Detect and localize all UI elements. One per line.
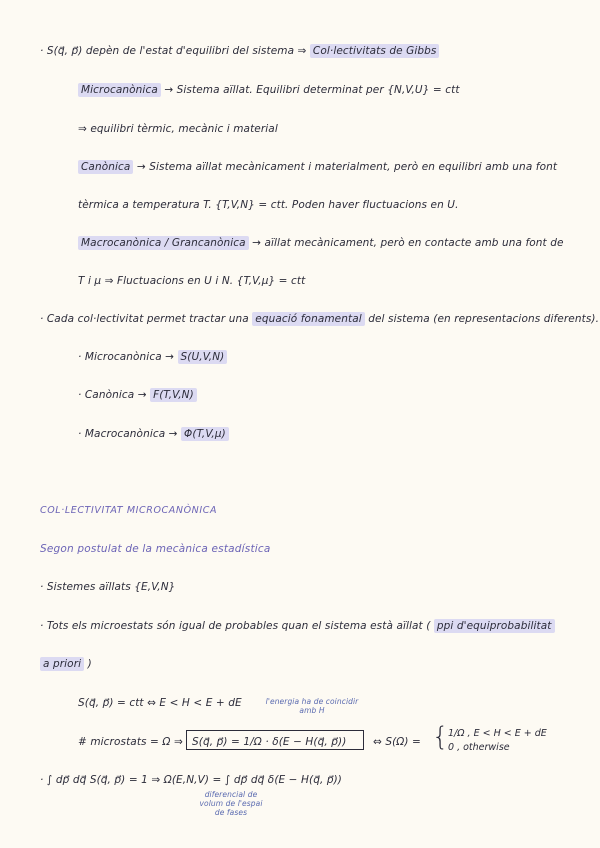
- annotation-energy-h: l'energia ha de coincidir amb H: [265, 697, 359, 715]
- line-text: # microstats = Ω ⇒: [78, 736, 183, 748]
- note-line-entropy: [78, 351, 227, 363]
- line-text: · Cada col·lectivitat permet tractar una: [40, 313, 249, 325]
- highlight-microcanonical: Microcanònica: [78, 83, 161, 97]
- note-line-density-constant: [78, 697, 242, 709]
- annotation-phase-space: [196, 790, 266, 817]
- note-line-grand-potential: [78, 428, 229, 440]
- note-line-equiprobability: [40, 620, 555, 632]
- line-text: · Canònica →: [78, 389, 147, 401]
- highlight-grand-canonical: Macrocanònica / Grancanònica: [78, 236, 249, 250]
- note-line-fundamental-equation: [40, 313, 599, 325]
- highlight-equiprobability: ppi d'equiprobabilitat: [434, 619, 555, 633]
- line-text: → Sistema aïllat mecànicament i materialment, però en equilibri amb una font: [136, 161, 558, 173]
- note-line-normalization: [40, 774, 342, 786]
- line-text: · Microcanònica →: [78, 351, 175, 363]
- note-line-density-function: [373, 736, 421, 748]
- line-text: → aïllat mecànicament, però en contacte amb una font de: [252, 237, 564, 249]
- note-line-microstates: [78, 736, 183, 748]
- case-inside-shell: 1/Ω , E < H < E + dE: [448, 728, 547, 739]
- line-text: ⇒ equilibri tèrmic, mecànic i material: [78, 123, 278, 135]
- highlight-a-priori: a priori: [40, 657, 84, 671]
- line-text: ⇔ S(Ω) =: [373, 736, 421, 748]
- line-text: · ∫ dp⃗ dq⃗ S(q⃗, p⃗) = 1 ⇒ Ω(E,N,V) = ∫ dp⃗ dq⃗ δ(E − H(q⃗, p⃗)): [40, 774, 343, 786]
- note-line-a-priori: [40, 658, 92, 670]
- brace-icon: {: [432, 722, 449, 752]
- line-text: S(q⃗, p⃗) = ctt ⇔ E < H < E + dE: [78, 697, 242, 709]
- highlight-free-energy: F(T,V,N): [150, 388, 197, 402]
- note-line-grand-canonical: [78, 237, 564, 249]
- subsection-heading: Segon postulat de la mecànica estadística: [40, 543, 271, 555]
- line-text: · S(q⃗, p⃗) depèn de l'estat d'equilibri del sistema ⇒: [40, 45, 307, 57]
- note-line-thermal-source: [78, 199, 459, 211]
- line-text: → Sistema aïllat. Equilibri determinat per {N,V,U} = ctt: [164, 84, 460, 96]
- line-text: · Tots els microestats són igual de probables quan el sistema està aïllat (: [40, 620, 431, 632]
- section-heading: COL·LECTIVITAT MICROCANÒNICA: [40, 505, 218, 516]
- boxed-formula-text: S(q⃗, p⃗) = 1/Ω · δ(E − H(q⃗, p⃗)): [192, 736, 347, 748]
- highlight-gibbs: Col·lectivitats de Gibbs: [310, 44, 440, 58]
- highlight-grand-potential: Φ(T,V,μ): [181, 427, 229, 441]
- note-line-isolated-systems: [40, 581, 175, 593]
- line-text: ): [87, 658, 92, 670]
- highlight-entropy: S(U,V,N): [178, 350, 228, 364]
- highlight-fundamental-equation: equació fonamental: [252, 312, 365, 326]
- annotation-line: volum de l'espai: [199, 799, 263, 808]
- line-text: del sistema (en representacions diferents).: [368, 313, 600, 325]
- line-text: · Macrocanònica →: [78, 428, 178, 440]
- piecewise-cases: [448, 727, 547, 755]
- note-line-microcanonical: [78, 84, 460, 96]
- line-text: · Sistemes aïllats {E,V,N}: [40, 581, 176, 593]
- annotation-line: de fases: [214, 808, 248, 817]
- line-text: T i μ ⇒ Fluctuacions en U i N. {T,V,μ} = ctt: [78, 275, 306, 287]
- highlight-canonical: Canònica: [78, 160, 133, 174]
- note-line-fluctuations: [78, 275, 305, 287]
- line-text: tèrmica a temperatura T. {T,V,N} = ctt. Poden haver fluctuacions en U.: [78, 199, 459, 211]
- annotation-line: diferencial de: [204, 790, 258, 799]
- note-line-canonical: [78, 161, 557, 173]
- note-line-equilibrium: [78, 123, 278, 135]
- case-otherwise: 0 , otherwise: [448, 742, 510, 753]
- note-line-gibbs: [40, 45, 439, 57]
- note-line-free-energy: [78, 389, 197, 401]
